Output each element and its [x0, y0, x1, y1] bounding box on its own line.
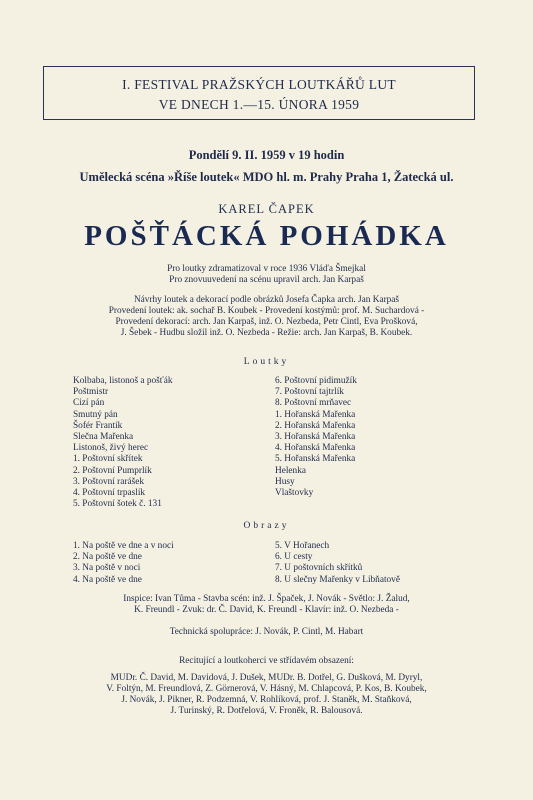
- credit-line: Provedení dekorací: arch. Jan Karpaš, inž. O. Nezbeda, Petr Cintl, Eva Prošková,: [115, 317, 418, 327]
- list-item: Helenka: [275, 465, 306, 476]
- recitation-heading: Recitující a loutkoherci ve střídavém obsazení:: [179, 656, 354, 666]
- list-item: 5. Hořanská Mařenka: [275, 454, 356, 465]
- performance-date: Pondělí 9. II. 1959 v 19 hodin: [188, 148, 345, 162]
- cast-line: J. Turinský, R. Dotřelová, V. Froněk, R. Balousová.: [170, 706, 363, 716]
- list-item: 4. Na poště ve dne: [73, 574, 142, 585]
- list-item: 7. Poštovní tajtrlík: [275, 387, 344, 398]
- list-item: 8. U slečny Mařenky v Libňatově: [275, 574, 400, 585]
- list-item: 2. Na poště ve dne: [73, 552, 142, 563]
- list-item: 6. U cesty: [275, 552, 313, 563]
- performance-venue: Umělecká scéna »Říše loutek« MDO hl. m. Prahy Praha 1, Žatecká ul.: [79, 170, 454, 184]
- list-item: Smutný pán: [73, 409, 118, 420]
- list-item: Šofér Frantík: [73, 420, 123, 431]
- list-item: 5. V Hořanech: [275, 541, 330, 551]
- list-item: 6. Poštovní pidimužík: [275, 376, 357, 386]
- obrazy-heading: Obrazy: [243, 521, 290, 531]
- list-item: 3. Na poště v noci: [73, 563, 141, 574]
- list-item: 1. Poštovní skřítek: [73, 454, 143, 465]
- festival-dates: VE DNECH 1.—15. ÚNORA 1959: [158, 97, 360, 112]
- list-item: Listonoš, živý herec: [73, 443, 149, 454]
- loutky-heading: Loutky: [243, 357, 290, 367]
- loutky-list-left: [73, 376, 173, 510]
- staff-line: Inspice: Ivan Tůma - Stavba scén: inž. J. Špaček, J. Novák - Světlo: J. Žalud,: [123, 594, 410, 604]
- cast-line: MUDr. Č. David, M. Davidová, J. Dušek, MUDr. B. Dotřel, G. Dušková, M. Dyryl,: [110, 673, 423, 683]
- list-item: 1. Na poště ve dne a v noci: [73, 541, 174, 551]
- credit-line: J. Šebek - Hudbu složil inž. O. Nezbeda - Režie: arch. Jan Karpaš, B. Koubek.: [120, 328, 413, 338]
- festival-header-box: [43, 66, 475, 120]
- play-author: KAREL ČAPEK: [218, 202, 315, 216]
- festival-title: I. FESTIVAL PRAŽSKÝCH LOUTKÁŘŮ LUT: [122, 77, 396, 92]
- list-item: Husy: [275, 476, 295, 487]
- list-item: 4. Hořanská Mařenka: [275, 443, 356, 454]
- play-title: POŠŤÁCKÁ POHÁDKA: [84, 220, 449, 252]
- credit-line: Návrhy loutek a dekorací podle obrázků Josefa Čapka arch. Jan Karpaš: [133, 295, 400, 305]
- list-item: Slečna Mařenka: [73, 431, 134, 442]
- technical-collaboration: Technická spolupráce: J. Novák, P. Cintl, M. Habart: [169, 627, 364, 637]
- list-item: 2. Hořanská Mařenka: [275, 420, 356, 431]
- list-item: Kolbaba, listonoš a pošťák: [73, 376, 173, 386]
- list-item: 4. Poštovní trpaslík: [73, 487, 146, 498]
- loutky-list-right: [275, 376, 357, 499]
- list-item: Cizí pán: [73, 398, 105, 409]
- cast-line: V. Foltýn, M. Freundlová, Z. Görnerová, V. Hásný, M. Chlapcová, P. Kos, B. Koubek,: [106, 684, 427, 694]
- obrazy-list-right: [275, 541, 400, 586]
- list-item: Vlaštovky: [275, 487, 314, 498]
- list-item: 7. U poštovních skřítků: [275, 563, 363, 574]
- staff-line: K. Freundl - Zvuk: dr. Č. David, K. Freundl - Klavír: inž. O. Nezbeda -: [134, 605, 399, 615]
- list-item: 8. Poštovní mrňavec: [275, 398, 352, 409]
- credit-line: Pro znovuuvedení na scénu upravil arch. Jan Karpaš: [169, 275, 364, 285]
- list-item: Poštmistr: [73, 387, 109, 398]
- obrazy-list-left: [73, 541, 174, 586]
- list-item: 1. Hořanská Mařenka: [275, 409, 356, 420]
- cast-line: J. Novák, J. Pikner, R. Podzemná, V. Rohlíková, prof. J. Staněk, M. Staňková,: [121, 695, 412, 705]
- list-item: 5. Poštovní šotek č. 131: [73, 499, 162, 510]
- list-item: 3. Poštovní rarášek: [73, 476, 145, 487]
- credit-line: Provedení loutek: ak. sochař B. Koubek - Provedení kostýmů: prof. M. Suchardová -: [108, 306, 425, 316]
- list-item: 3. Hořanská Mařenka: [275, 431, 356, 442]
- list-item: 2. Poštovní Pumprlík: [73, 465, 152, 476]
- credit-line: Pro loutky zdramatizoval v roce 1936 Vláďa Šmejkal: [167, 264, 366, 274]
